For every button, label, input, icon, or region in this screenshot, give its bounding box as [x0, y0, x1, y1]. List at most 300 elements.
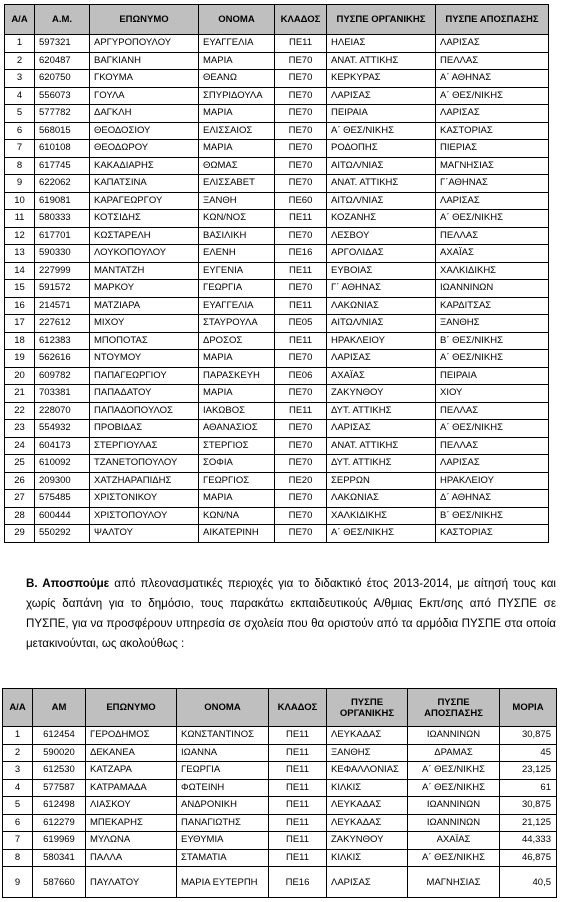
cell-branch: ΠΕ70	[275, 87, 327, 105]
table-row	[3, 867, 557, 898]
cell-organic: ΛΕΥΚΑΔΑΣ	[327, 797, 408, 815]
cell-secondment: ΚΑΣΤΟΡΙΑΣ	[436, 525, 549, 543]
cell-am: 622062	[35, 175, 90, 193]
table-row	[3, 779, 557, 797]
cell-am: 590020	[33, 744, 86, 762]
cell-surname: ΧΑΤΖΗΑΡΑΠΙΔΗΣ	[90, 472, 199, 490]
cell-aa: 14	[5, 262, 35, 280]
cell-organic: ΛΕΥΚΑΔΑΣ	[327, 814, 408, 832]
cell-surname: ΝΤΟΥΜΟΥ	[90, 350, 199, 368]
cell-am: 227999	[35, 262, 90, 280]
cell-am: 619081	[35, 192, 90, 210]
table-row	[5, 210, 549, 228]
cell-surname: ΓΕΡΟΔΗΜΟΣ	[86, 727, 177, 745]
cell-surname: ΨΑΛΤΟΥ	[90, 525, 199, 543]
cell-aa: 29	[5, 525, 35, 543]
cell-secondment: Α΄ ΘΕΣ/ΝΙΚΗΣ	[436, 350, 549, 368]
table-row	[5, 437, 549, 455]
cell-name: ΑΘΑΝΑΣΙΟΣ	[199, 420, 275, 438]
cell-am: 620487	[35, 52, 90, 70]
cell-name: ΕΛΕΝΗ	[199, 245, 275, 263]
cell-branch: ΠΕ70	[275, 227, 327, 245]
cell-organic: Α΄ ΘΕΣ/ΝΙΚΗΣ	[327, 122, 436, 140]
cell-branch: ΠΕ11	[269, 779, 327, 797]
cell-aa: 5	[3, 797, 33, 815]
cell-name: ΕΥΑΓΓΕΛΙΑ	[199, 35, 275, 53]
cell-name: ΠΑΝΑΓΙΩΤΗΣ	[177, 814, 269, 832]
cell-name: ΓΕΩΡΓΙΑ	[177, 762, 269, 780]
cell-name: ΞΑΝΘΗ	[199, 192, 275, 210]
cell-branch: ΠΕ11	[269, 762, 327, 780]
cell-organic: ΕΥΒΟΙΑΣ	[327, 262, 436, 280]
cell-aa: 20	[5, 367, 35, 385]
cell-aa: 24	[5, 437, 35, 455]
secondments-table	[2, 688, 557, 898]
header-secondment: ΠΥΣΠΕ ΑΠΟΣΠΑΣΗΣ	[408, 689, 500, 727]
cell-am: 568015	[35, 122, 90, 140]
cell-aa: 13	[5, 245, 35, 263]
cell-points: 46,875	[500, 849, 557, 867]
header-secondment: ΠΥΣΠΕ ΑΠΟΣΠΑΣΗΣ	[436, 5, 549, 35]
cell-surname: ΜΥΛΩΝΑ	[86, 832, 177, 850]
header-am: ΑΜ	[33, 689, 86, 727]
table-row	[5, 157, 549, 175]
cell-secondment: ΜΑΓΝΗΣΙΑΣ	[408, 867, 500, 898]
cell-branch: ΠΕ70	[275, 157, 327, 175]
cell-surname: ΘΕΟΔΟΣΙΟΥ	[90, 122, 199, 140]
table-row	[5, 175, 549, 193]
cell-am: 577782	[35, 105, 90, 123]
cell-surname: ΓΟΥΛΑ	[90, 87, 199, 105]
cell-organic: ΖΑΚΥΝΘΟΥ	[327, 832, 408, 850]
cell-branch: ΠΕ70	[275, 52, 327, 70]
cell-surname: ΑΡΓΥΡΟΠΟΥΛΟΥ	[90, 35, 199, 53]
cell-secondment: ΠΕΛΛΑΣ	[436, 437, 549, 455]
cell-am: 612498	[33, 797, 86, 815]
table-row	[5, 315, 549, 333]
cell-aa: 25	[5, 455, 35, 473]
cell-branch: ΠΕ11	[275, 402, 327, 420]
cell-secondment: ΔΡΑΜΑΣ	[408, 744, 500, 762]
table-row	[5, 192, 549, 210]
cell-branch: ΠΕ11	[269, 832, 327, 850]
cell-organic: ΑΝΑΤ. ΑΤΤΙΚΗΣ	[327, 175, 436, 193]
cell-secondment: ΙΩΑΝΝΙΝΩΝ	[408, 814, 500, 832]
cell-organic: ΚΙΛΚΙΣ	[327, 779, 408, 797]
cell-surname: ΜΑΝΤΑΤΖΗ	[90, 262, 199, 280]
cell-organic: Γ΄ ΑΘΗΝΑΣ	[327, 280, 436, 298]
cell-branch: ΠΕ16	[275, 245, 327, 263]
cell-secondment: ΠΕΛΛΑΣ	[436, 402, 549, 420]
cell-organic: ΛΕΥΚΑΔΑΣ	[327, 727, 408, 745]
cell-aa: 17	[5, 315, 35, 333]
cell-secondment: Α΄ ΘΕΣ/ΝΙΚΗΣ	[408, 779, 500, 797]
cell-organic: ΑΙΤΩΛ/ΝΙΑΣ	[327, 315, 436, 333]
cell-aa: 7	[3, 832, 33, 850]
cell-secondment: Β΄ ΘΕΣ/ΝΙΚΗΣ	[436, 507, 549, 525]
cell-branch: ΠΕ11	[275, 35, 327, 53]
cell-am: 619969	[33, 832, 86, 850]
cell-name: ΜΑΡΙΑ	[199, 385, 275, 403]
cell-surname: ΔΑΓΚΛΗ	[90, 105, 199, 123]
cell-surname: ΧΡΙΣΤΟΠΟΥΛΟΥ	[90, 507, 199, 525]
cell-am: 227612	[35, 315, 90, 333]
cell-am: 612454	[33, 727, 86, 745]
cell-branch: ΠΕ06	[275, 367, 327, 385]
cell-organic: ΞΑΝΘΗΣ	[327, 744, 408, 762]
cell-secondment: ΛΑΡΙΣΑΣ	[436, 105, 549, 123]
cell-am: 587660	[33, 867, 86, 898]
cell-aa: 15	[5, 280, 35, 298]
header-am: Α.Μ.	[35, 5, 90, 35]
cell-am: 604173	[35, 437, 90, 455]
table-row	[5, 385, 549, 403]
cell-organic: ΑΡΓΟΛΙΔΑΣ	[327, 245, 436, 263]
cell-name: ΘΕΑΝΩ	[199, 70, 275, 88]
paragraph-text: από πλεονασματικές περιοχές για το διδακτικό έτος 2013-2014, με αίτησή τους και χωρίς δαπάνη για το δημόσιο, τους παρακάτω εκπαιδευτικούς Α/θμιας Εκπ/σης από ΠΥΣΠΕ σε ΠΥΣΠΕ, για να προσφέρουν υπηρεσία σε σχολεία που θα οριστούν από τα αρμόδια ΠΥΣΠΕ στα οποία μετακινούνται, ως ακολούθως :	[26, 577, 556, 650]
cell-am: 612279	[33, 814, 86, 832]
table-row	[5, 350, 549, 368]
table-row	[5, 490, 549, 508]
cell-organic: ΚΕΡΚΥΡΑΣ	[327, 70, 436, 88]
table-row	[5, 140, 549, 158]
cell-am: 597321	[35, 35, 90, 53]
header-name: ΟΝΟΜΑ	[177, 689, 269, 727]
cell-aa: 3	[3, 762, 33, 780]
cell-name: ΣΟΦΙΑ	[199, 455, 275, 473]
cell-name: ΜΑΡΙΑ	[199, 140, 275, 158]
table-row	[5, 525, 549, 543]
cell-surname: ΧΡΙΣΤΟΝΙΚΟΥ	[90, 490, 199, 508]
cell-organic: ΑΝΑΤ. ΑΤΤΙΚΗΣ	[327, 52, 436, 70]
cell-organic: ΛΑΡΙΣΑΣ	[327, 867, 408, 898]
cell-am: 554932	[35, 420, 90, 438]
table-row	[5, 507, 549, 525]
cell-surname: ΒΑΓΚΙΑΝΗ	[90, 52, 199, 70]
table-row	[3, 814, 557, 832]
cell-aa: 1	[3, 727, 33, 745]
table-row	[5, 420, 549, 438]
cell-name: ΣΤΑΜΑΤΙΑ	[177, 849, 269, 867]
cell-aa: 23	[5, 420, 35, 438]
cell-secondment: ΙΩΑΝΝΙΝΩΝ	[408, 727, 500, 745]
cell-organic: ΑΧΑΪΑΣ	[327, 367, 436, 385]
cell-name: ΣΤΑΥΡΟΥΛΑ	[199, 315, 275, 333]
cell-secondment: Α΄ ΑΘΗΝΑΣ	[436, 70, 549, 88]
table-row	[5, 262, 549, 280]
cell-am: 600444	[35, 507, 90, 525]
cell-surname: ΛΟΥΚΟΠΟΥΛΟΥ	[90, 245, 199, 263]
table-row	[5, 122, 549, 140]
cell-name: ΕΛΙΣΣΑΙΟΣ	[199, 122, 275, 140]
cell-name: ΔΡΟΣΟΣ	[199, 332, 275, 350]
cell-branch: ΠΕ70	[275, 105, 327, 123]
cell-aa: 6	[5, 122, 35, 140]
cell-name: ΒΑΣΙΛΙΚΗ	[199, 227, 275, 245]
table-header-row	[3, 689, 557, 727]
table-row	[5, 70, 549, 88]
cell-name: ΚΩΝ/ΝΑ	[199, 507, 275, 525]
cell-secondment: ΛΑΡΙΣΑΣ	[436, 455, 549, 473]
cell-points: 30,875	[500, 727, 557, 745]
cell-surname: ΜΙΧΟΥ	[90, 315, 199, 333]
table-row	[5, 87, 549, 105]
header-name: ΟΝΟΜΑ	[199, 5, 275, 35]
cell-secondment: ΛΑΡΙΣΑΣ	[436, 35, 549, 53]
cell-surname: ΤΖΑΝΕΤΟΠΟΥΛΟΥ	[90, 455, 199, 473]
cell-organic: ΗΡΑΚΛΕΙΟΥ	[327, 332, 436, 350]
cell-surname: ΚΑΡΑΓΕΩΡΓΟΥ	[90, 192, 199, 210]
cell-secondment: ΠΕΛΛΑΣ	[436, 227, 549, 245]
cell-name: ΙΩΑΝΝΑ	[177, 744, 269, 762]
cell-organic: ΛΑΚΩΝΙΑΣ	[327, 297, 436, 315]
cell-organic: ΣΕΡΡΩΝ	[327, 472, 436, 490]
cell-am: 610108	[35, 140, 90, 158]
cell-secondment: ΜΑΓΝΗΣΙΑΣ	[436, 157, 549, 175]
cell-am: 562616	[35, 350, 90, 368]
cell-organic: ΚΙΛΚΙΣ	[327, 849, 408, 867]
cell-aa: 22	[5, 402, 35, 420]
cell-secondment: ΠΙΕΡΙΑΣ	[436, 140, 549, 158]
cell-aa: 2	[3, 744, 33, 762]
cell-secondment: ΑΧΑΪΑΣ	[408, 832, 500, 850]
cell-branch: ΠΕ70	[275, 490, 327, 508]
cell-secondment: Α΄ ΘΕΣ/ΝΙΚΗΣ	[436, 420, 549, 438]
header-branch: ΚΛΑΔΟΣ	[275, 5, 327, 35]
cell-name: ΘΩΜΑΣ	[199, 157, 275, 175]
cell-organic: ΖΑΚΥΝΘΟΥ	[327, 385, 436, 403]
cell-surname: ΚΑΤΖΑΡΑ	[86, 762, 177, 780]
cell-am: 556073	[35, 87, 90, 105]
table-row	[5, 105, 549, 123]
cell-aa: 18	[5, 332, 35, 350]
cell-aa: 10	[5, 192, 35, 210]
cell-branch: ΠΕ70	[275, 140, 327, 158]
cell-aa: 9	[5, 175, 35, 193]
cell-am: 577587	[33, 779, 86, 797]
cell-name: ΠΑΡΑΣΚΕΥΗ	[199, 367, 275, 385]
cell-surname: ΜΠΟΠΟΤΑΣ	[90, 332, 199, 350]
cell-surname: ΛΙΑΣΚΟΥ	[86, 797, 177, 815]
cell-name: ΜΑΡΙΑ ΕΥΤΕΡΠΗ	[177, 867, 269, 898]
cell-surname: ΚΑΠΑΤΣΙΝΑ	[90, 175, 199, 193]
cell-surname: ΜΠΕΚΑΡΗΣ	[86, 814, 177, 832]
cell-branch: ΠΕ11	[269, 727, 327, 745]
cell-branch: ΠΕ11	[269, 744, 327, 762]
cell-branch: ΠΕ11	[269, 814, 327, 832]
cell-name: ΦΩΤΕΙΝΗ	[177, 779, 269, 797]
cell-am: 591572	[35, 280, 90, 298]
cell-branch: ΠΕ70	[275, 507, 327, 525]
table-header-row	[5, 5, 549, 35]
cell-am: 590330	[35, 245, 90, 263]
cell-organic: ΛΑΡΙΣΑΣ	[327, 420, 436, 438]
header-branch: ΚΛΑΔΟΣ	[269, 689, 327, 727]
cell-surname: ΚΑΤΡΑΜΑΔΑ	[86, 779, 177, 797]
cell-organic: ΡΟΔΟΠΗΣ	[327, 140, 436, 158]
table-row	[3, 762, 557, 780]
cell-am: 609782	[35, 367, 90, 385]
cell-name: ΓΕΩΡΓΙΟΣ	[199, 472, 275, 490]
transfers-table	[4, 4, 549, 543]
cell-surname: ΚΑΚΑΔΙΑΡΗΣ	[90, 157, 199, 175]
table-row	[3, 849, 557, 867]
header-organic: ΠΥΣΠΕ ΟΡΓΑΝΙΚΗΣ	[327, 5, 436, 35]
cell-points: 45	[500, 744, 557, 762]
cell-name: ΜΑΡΙΑ	[199, 52, 275, 70]
cell-am: 580333	[35, 210, 90, 228]
cell-organic: ΛΑΡΙΣΑΣ	[327, 87, 436, 105]
paragraph-bold-prefix: Β. Αποσπούμε	[26, 577, 110, 590]
cell-surname: ΠΑΠΑΔΑΤΟΥ	[90, 385, 199, 403]
cell-branch: ΠΕ05	[275, 315, 327, 333]
cell-am: 575485	[35, 490, 90, 508]
cell-branch: ΠΕ70	[275, 525, 327, 543]
cell-aa: 4	[3, 779, 33, 797]
cell-aa: 19	[5, 350, 35, 368]
table-row	[5, 402, 549, 420]
table-row	[5, 245, 549, 263]
cell-organic: ΗΛΕΙΑΣ	[327, 35, 436, 53]
cell-branch: ΠΕ11	[269, 797, 327, 815]
cell-secondment: Α΄ ΘΕΣ/ΝΙΚΗΣ	[436, 87, 549, 105]
cell-name: ΕΛΙΣΣΑΒΕΤ	[199, 175, 275, 193]
cell-points: 23,125	[500, 762, 557, 780]
cell-surname: ΓΚΟΥΜΑ	[90, 70, 199, 88]
cell-secondment: ΛΑΡΙΣΑΣ	[436, 192, 549, 210]
cell-am: 550292	[35, 525, 90, 543]
cell-secondment: ΧΑΛΚΙΔΙΚΗΣ	[436, 262, 549, 280]
table-row	[5, 227, 549, 245]
cell-name: ΕΥΑΓΓΕΛΙΑ	[199, 297, 275, 315]
cell-branch: ΠΕ70	[275, 385, 327, 403]
cell-name: ΜΑΡΙΑ	[199, 350, 275, 368]
cell-branch: ΠΕ70	[275, 70, 327, 88]
cell-secondment: ΠΕΛΛΑΣ	[436, 52, 549, 70]
cell-branch: ΠΕ11	[275, 332, 327, 350]
cell-branch: ΠΕ11	[275, 297, 327, 315]
cell-name: ΚΩΝ/ΝΟΣ	[199, 210, 275, 228]
cell-branch: ΠΕ70	[275, 122, 327, 140]
cell-branch: ΠΕ11	[275, 210, 327, 228]
cell-am: 580341	[33, 849, 86, 867]
cell-organic: ΛΑΡΙΣΑΣ	[327, 350, 436, 368]
table-row	[5, 280, 549, 298]
cell-am: 228070	[35, 402, 90, 420]
cell-points: 30,875	[500, 797, 557, 815]
cell-name: ΑΝΔΡΟΝΙΚΗ	[177, 797, 269, 815]
cell-aa: 8	[3, 849, 33, 867]
cell-organic: ΑΝΑΤ. ΑΤΤΙΚΗΣ	[327, 437, 436, 455]
cell-branch: ΠΕ11	[269, 849, 327, 867]
cell-name: ΣΤΕΡΓΙΟΣ	[199, 437, 275, 455]
cell-aa: 21	[5, 385, 35, 403]
cell-am: 617745	[35, 157, 90, 175]
cell-surname: ΔΕΚΑΝΕΑ	[86, 744, 177, 762]
cell-organic: ΚΕΦΑΛΛΟΝΙΑΣ	[327, 762, 408, 780]
cell-organic: ΛΕΣΒΟΥ	[327, 227, 436, 245]
cell-am: 209300	[35, 472, 90, 490]
cell-aa: 5	[5, 105, 35, 123]
header-surname: ΕΠΩΝΥΜΟ	[86, 689, 177, 727]
cell-am: 612530	[33, 762, 86, 780]
cell-secondment: Γ΄ΑΘΗΝΑΣ	[436, 175, 549, 193]
cell-secondment: Β΄ ΘΕΣ/ΝΙΚΗΣ	[436, 332, 549, 350]
secondment-paragraph	[26, 574, 556, 654]
table-row	[3, 832, 557, 850]
header-aa: Α/Α	[5, 5, 35, 35]
cell-name: ΙΑΚΩΒΟΣ	[199, 402, 275, 420]
header-aa: Α/Α	[3, 689, 33, 727]
cell-surname: ΜΑΤΖΙΑΡΑ	[90, 297, 199, 315]
cell-branch: ΠΕ70	[275, 420, 327, 438]
cell-secondment: ΠΕΙΡΑΙΑ	[436, 367, 549, 385]
cell-branch: ΠΕ70	[275, 350, 327, 368]
cell-organic: ΑΙΤΩΛ/ΝΙΑΣ	[327, 157, 436, 175]
cell-secondment: ΙΩΑΝΝΙΝΩΝ	[436, 280, 549, 298]
cell-branch: ΠΕ70	[275, 437, 327, 455]
cell-secondment: ΞΑΝΘΗΣ	[436, 315, 549, 333]
cell-points: 61	[500, 779, 557, 797]
cell-secondment: ΑΧΑΪΑΣ	[436, 245, 549, 263]
cell-aa: 27	[5, 490, 35, 508]
cell-secondment: ΚΑΡΔΙΤΣΑΣ	[436, 297, 549, 315]
cell-surname: ΘΕΟΔΩΡΟΥ	[90, 140, 199, 158]
cell-organic: ΚΟΖΑΝΗΣ	[327, 210, 436, 228]
header-organic: ΠΥΣΠΕ ΟΡΓΑΝΙΚΗΣ	[327, 689, 408, 727]
cell-aa: 3	[5, 70, 35, 88]
cell-secondment: Δ΄ ΑΘΗΝΑΣ	[436, 490, 549, 508]
cell-secondment: Α΄ ΘΕΣ/ΝΙΚΗΣ	[408, 849, 500, 867]
cell-organic: ΠΕΙΡΑΙΑ	[327, 105, 436, 123]
cell-name: ΜΑΡΙΑ	[199, 490, 275, 508]
cell-secondment: Α΄ ΘΕΣ/ΝΙΚΗΣ	[436, 210, 549, 228]
cell-name: ΕΥΓΕΝΙΑ	[199, 262, 275, 280]
cell-am: 612383	[35, 332, 90, 350]
cell-name: ΕΥΘΥΜΙΑ	[177, 832, 269, 850]
header-points: ΜΟΡΙΑ	[500, 689, 557, 727]
cell-name: ΚΩΝΣΤΑΝΤΙΝΟΣ	[177, 727, 269, 745]
cell-aa: 16	[5, 297, 35, 315]
cell-aa: 4	[5, 87, 35, 105]
cell-branch: ΠΕ20	[275, 472, 327, 490]
cell-am: 610092	[35, 455, 90, 473]
cell-aa: 9	[3, 867, 33, 898]
cell-branch: ΠΕ16	[269, 867, 327, 898]
cell-surname: ΠΡΟΒΙΔΑΣ	[90, 420, 199, 438]
cell-surname: ΠΑΛΛΑ	[86, 849, 177, 867]
cell-secondment: ΧΙΟΥ	[436, 385, 549, 403]
cell-aa: 28	[5, 507, 35, 525]
table-row	[3, 727, 557, 745]
cell-name: ΓΕΩΡΓΙΑ	[199, 280, 275, 298]
table-row	[3, 797, 557, 815]
table-row	[5, 52, 549, 70]
cell-secondment: Α΄ ΘΕΣ/ΝΙΚΗΣ	[408, 762, 500, 780]
cell-branch: ΠΕ70	[275, 455, 327, 473]
cell-aa: 7	[5, 140, 35, 158]
cell-aa: 12	[5, 227, 35, 245]
cell-branch: ΠΕ70	[275, 280, 327, 298]
cell-surname: ΠΑΠΑΔΟΠΟΥΛΟΣ	[90, 402, 199, 420]
cell-branch: ΠΕ70	[275, 175, 327, 193]
cell-points: 40,5	[500, 867, 557, 898]
cell-name: ΜΑΡΙΑ	[199, 105, 275, 123]
table-row	[5, 367, 549, 385]
table-row	[5, 472, 549, 490]
cell-branch: ΠΕ11	[275, 262, 327, 280]
cell-am: 214571	[35, 297, 90, 315]
